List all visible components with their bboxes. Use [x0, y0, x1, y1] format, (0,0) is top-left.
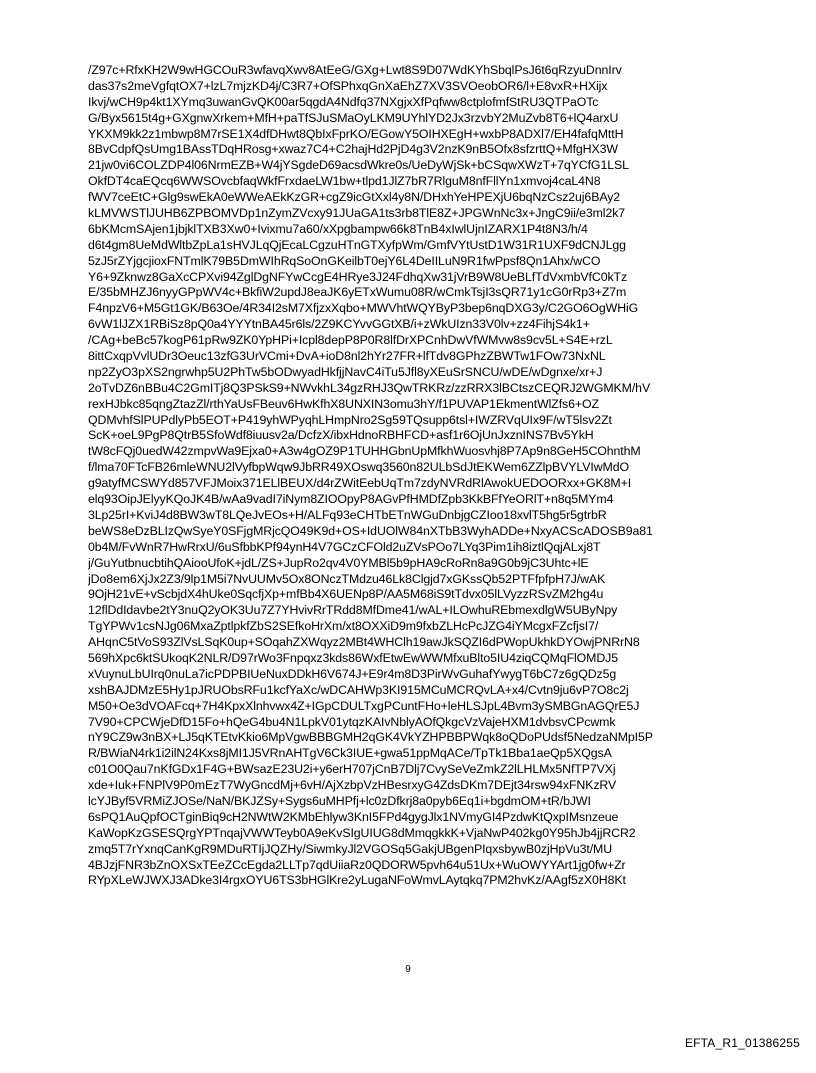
text-line: F4npzV6+M5Gt1GK/B63Oe/4R34I2sM7XfjzxXqbo+MWVhtWQYByP3bep6nqDXG3y/C2GO6OgWHiG: [88, 301, 639, 316]
text-line: 12flDdIdavbe2tY3nuQ2yOK3Uu7Z7YHvivRrTRdd8MfDme41/wAL+ILOwhuREbmexdlgW5UByNpy: [88, 603, 618, 618]
text-line: 7V90+CPCWjeDfD15Fo+hQeG4bu4N1LpkV01ytqzKAIvNblyAOfQkgcVzVajeHXM1dvbsvCPcwmk: [88, 714, 616, 729]
text-line: das37s2meVgfqtOX7+lzL7mjzKD4j/C3R7+OfSPhxqGnXaEhZ7XV3SVOeobOR6/l+E8vxR+HXijx: [88, 78, 608, 93]
text-line: 6vW1lJZX1RBiSz8pQ0a4YYYtnBA45r6ls/2Z9KCYvvGGtXB/i+zWkUIzn33V0lv+zz4FihjS4k1+: [88, 317, 590, 332]
text-line: np2ZyO3pXS2ngrwhp5U2PhTw5bODwyadHkfjjNavC4iTu5Jfl8yXEuSrSNCU/wDE/wDgnxe/xr+J: [88, 364, 603, 379]
text-line: 8BvCdpfQsUmg1BAssTDqHRosg+xwaz7C4+C2hajHd2PjD4g3V2nzK9nB5Ofx8sfzrttQ+MfgHX3W: [88, 142, 618, 157]
text-line: zmq5T7rYxnqCanKgR9MDuRTIjJQZHy/SiwmkyJl2VGOSq5GakjUBgenPIqxsbywB0zjHpVu3t/MU: [88, 841, 613, 856]
text-line: d6t4gm8UeMdWltbZpLa1sHVJLqQjEcaLCgzuHTnGTXyfpWm/GmfVYtUstD1W31R1UXF9dCNJLgg: [88, 237, 626, 252]
text-line: OkfDT4caEQcq6WWSOvcbfaqWkfFrxdaeLW1bw+tlpd1JlZ7bR7RlguM8nfFllYn1xmvoj4caL4N8: [88, 174, 601, 189]
text-line: 569hXpc6ktSUkoqK2NLR/D97rWo3Fnpqxz3kds86WxfEtwEwWWMfxuBlto5IU4ziqCQMqFlOMDJ5: [88, 650, 618, 665]
text-line: /Z97c+RfxKH2W9wHGCOuR3wfavqXwv8AtEeG/GXg+Lwt8S9D07WdKYhSbqlPsJ6t6qRzyuDnnIrv: [88, 63, 622, 77]
text-line: G/Byx5615t4g+GXgnwXrkem+MfH+paTfSJuSMaOyLKM9UYhlYD2Jx3rzvbY2MuZvb8T6+lQ4arxU: [88, 110, 619, 125]
text-line: rexHJbkc85qngZtazZl/rthYaUsFBeuv6HwKfhX8UNXIN3omu3hY/f1PUVAP1EkmentWlZfs6+OZ: [88, 396, 599, 411]
text-line: elq93OipJElyyKQoJK4B/wAa9vadI7iNym8ZIOOpyP8AGvPfHMDfZpb3KkBFfYeORlT+n8q5MYm4: [88, 492, 614, 507]
encoded-text-block: [88, 63, 728, 889]
text-line: xVuynuLbUIrq0nuLa7icPDPBIUeNuxDDkH6V674J+E9r4m8D3PirWvGuhafYwygT6bC7z6gQDz5g: [88, 666, 617, 681]
text-line: 4BJzjFNR3bZnOXSxTEeZCcEgda2LLTp7qdUiiaRz0QDORW5pvh64u51Ux+WuOWYYArt1jg0fw+Zr: [88, 857, 626, 872]
text-line: jDo8em6XjJx2Z3/9lp1M5i7NvUUMv5Ox8ONczTMdzu46Lk8Clgjd7xGKssQb52PTFfpfpH7J/wAK: [88, 571, 606, 586]
text-line: 2oTvDZ6nBBu4C2GmITj8Q3PSkS9+NWvkhL34gzRHJ3QwTRKRz/zzRRX3lBCtszCEQRJ2WGMKM/hV: [88, 380, 651, 395]
text-line: xshBAJDMzE5Hy1pJRUObsRFu1kcfYaXc/wDCAHWp3KI915MCuMCRQvLA+x4/Cvtn9ju6vP7O8c2j: [88, 682, 629, 697]
text-line: 8ittCxqpVvlUDr3Oeuc13zfG3UrVCmi+DvA+ioD8nl2hYr27FR+lfTdv8GPhzZBWTw1FOw73NxNL: [88, 349, 606, 364]
text-line: KaWopKzGSESQrgYPTnqajVWWTeyb0A9eKvSIgUIUG8dMmqgkkK+VjaNwP402kg0Y95hJb4jjRCR2: [88, 825, 636, 840]
text-line: Ikvj/wCH9p4kt1XYmq3uwanGvQK00ar5qgdA4Ndfq37NXgjxXfPqfww8ctplofmfStRU3QTPaOTc: [88, 94, 599, 109]
text-line: g9atyfMCSWYd857VFJMoix371ELlBEUX/d4rZWitEebUqTm7zdyNVRdRlAwokUEDOORxx+GK8M+I: [88, 476, 632, 491]
document-id: EFTA_R1_01386255: [684, 1036, 800, 1050]
text-line: beWS8eDzBLIzQwSyeY0SFjgMRjcQO49K9d+OS+IdUOlW84nXTbB3WyhADDe+NxyACScADOSB9a81: [88, 523, 653, 538]
text-line: tW8cFQj0uedW42zmpvWa9Ejxa0+A3w4gOZ9P1TUHHGbnUpMfkhWuosvhj8P7Ap9n8GeH5COhnthM: [88, 444, 641, 459]
text-line: j/GuYutbnucbtihQAiooUfoK+jdL/ZS+JupRo2qv4V0YMBl5b9pHA9cRoRn8a9G0b9jC3Uhtc+lE: [88, 555, 589, 570]
text-line: 5zJ5rZYjgcjioxFNTmlK79B5DmWIhRqSoOnGKeilbT0ejY6L4DeIILuN9R1fwPpsf8Qn1Ahx/wCO: [88, 253, 601, 268]
text-line: Y6+9Zknwz8GaXcCPXvi94ZglDgNFYwCcgE4HRye3J24FdhqXw31jVrB9W8UeBLfTdVxmbVfC0kTz: [88, 269, 628, 284]
text-line: /CAg+beBc57kogP61pRw9ZK0YpHPi+Icpl8depP8P0R8lfDrXPCnhDwVfWMvw8s9cv5L+S4E+rzL: [88, 333, 613, 348]
text-line: 0b4M/FvWnR7HwRrxU/6uSfbbKPf94ynH4V7GCzCFOld2uZVsPOo7LYq3Pim1ih8iztlQqjALxj8T: [88, 539, 601, 554]
text-line: kLMVWSTlJUHB6ZPBOMVDp1nZymZVcxy91JUaGA1ts3rb8TlE8Z+JPGWnNc3x+JngC9ii/e3ml2k7: [88, 206, 626, 221]
text-line: 21jw0vi6COLZDP4l06NrmEZB+W4jYSgdeD69acsdWkre0s/UeDyWjSk+bCSqwXWzT+7qYCfG1LSL: [88, 158, 629, 173]
text-line: RYpXLeWJWXJ3ADke3I4rgxOYU6TS3bHGlKre2yLugaNFoWmvLAytqkq7PM2hvKz/AAgf5zX0H8Kt: [88, 873, 626, 888]
text-line: AHqnC5tVoS93ZlVsLSqK0up+SOqahZXWqyz2MBt4WHClh19awJkSQZI6dPWopUkhkDYOwjPNRrN8: [88, 635, 640, 650]
text-line: f/lma70FTcFB26mleWNU2lVyfbpWqw9JbRR49XOswq3560n82ULbSdJtEKWem6ZZlpBVYLVIwMdO: [88, 460, 629, 475]
text-line: nY9CZ9w3nBX+LJ5qKTEtvKkio6MpVgwBBBGMH2qGK4VkYZHPBBPWqk8oQDoPUdsf5NedzaNMpI5P: [88, 730, 653, 745]
page-number: 9: [405, 964, 411, 975]
text-line: R/BWiaN4rk1i2ilN24Kxs8jMI1J5VRnAHTgV6Ck3IUE+gwa51ppMqACe/TpTk1Bba1aeQp5XQgsA: [88, 746, 612, 761]
text-line: 9OjH21vE+vScbjdX4hUke0SqcfjXp+mfBb4X6UENp8P/AA5M68iS9tTdvx05lLVyzzRSvZM2hg4u: [88, 587, 604, 602]
text-line: 3Lp25rI+KviJ4d8BW3wT8LQeJvEOs+H/ALFq93eCHTbETnWGuDnbjgCZIoo18xvlT5hg5r5gtrbR: [88, 507, 607, 522]
text-line: fWV7ceEtC+Glg9swEkA0eWWeAEkKzGR+cgZ9icGtXxl4y8N/DHxhYeHPEXjU6bqNzCsz2uj6BAy2: [88, 190, 621, 205]
text-line: ScK+oeL9PgP8QtrB5SfoWdf8iuusv2a/DcfzX/ibxHdnoRBHFCD+asf1r6OjUnJxznINS7Bv5YkH: [88, 428, 594, 443]
text-line: E/35bMHZJ6nyyGPpWV4c+BkfiW2updJ8eaJK6yETxWumu08R/wCmkTsjI3sQR71y1cG0rRp3+Z7m: [88, 285, 627, 300]
text-line: xde+Iuk+FNPlV9P0mEzT7WyGncdMj+6vH/AjXzbpVzHBesrxyG4ZdsDKm7DEjt34rsw94xFNKzRV: [88, 778, 617, 793]
text-line: TgYPWv1csNJg06MxaZptlpkfZbS2SEfkoHrXm/xt8OXXiD9m9fxbZLHcPcJZG4iYMcgxFZcfjsI7/: [88, 619, 599, 634]
text-line: YKXM9kk2z1mbwp8M7rSE1X4dfDHwt8QbIxFprKO/EGowY5OIHXEgH+wxbP8ADXl7/EH4fafqMttH: [88, 126, 624, 141]
text-line: lcYJByf5VRMiZJOSe/NaN/BKJZSy+Sygs6uMHPfj+lc0zDfkrj8a0pyb6Eq1i+bgdmOM+tR/bJWI: [88, 793, 591, 808]
text-line: M50+Oe3dVOAFcq+7H4KpxXlnhvwx4Z+IGpCDULTxgPCuntFHo+leHLSJpL4Bvm3ySMBGnAGQrE5J: [88, 698, 640, 713]
text-line: 6sPQ1AuQpfOCTginBiq9cH2NWtW2KMbEhlyw3KnI5FPd4gygJlx1NVmyGI4PzdwKtQxpIMsnzeue: [88, 809, 619, 824]
text-line: QDMvhfSlPUPdlyPb5EOT+P419yhWPyqhLHmpNro2Sg59TQsupp6tsl+IWZRVqUIx9F/wT5lsv2Zt: [88, 412, 612, 427]
text-line: 6bKMcmSAjen1jbjklTXB3Xw0+Ivixmu7a60/xXpgbampw66k8TnB4xIwlUjnIZARX1P4t8N3/h/4: [88, 221, 588, 236]
text-line: c01O0Qau7nKfGDx1F4G+BWsazE23U2i+y6erH707jCnB7Dlj7CvySeVeZmkZ2lLHLMx5NfTP7VXj: [88, 762, 616, 777]
